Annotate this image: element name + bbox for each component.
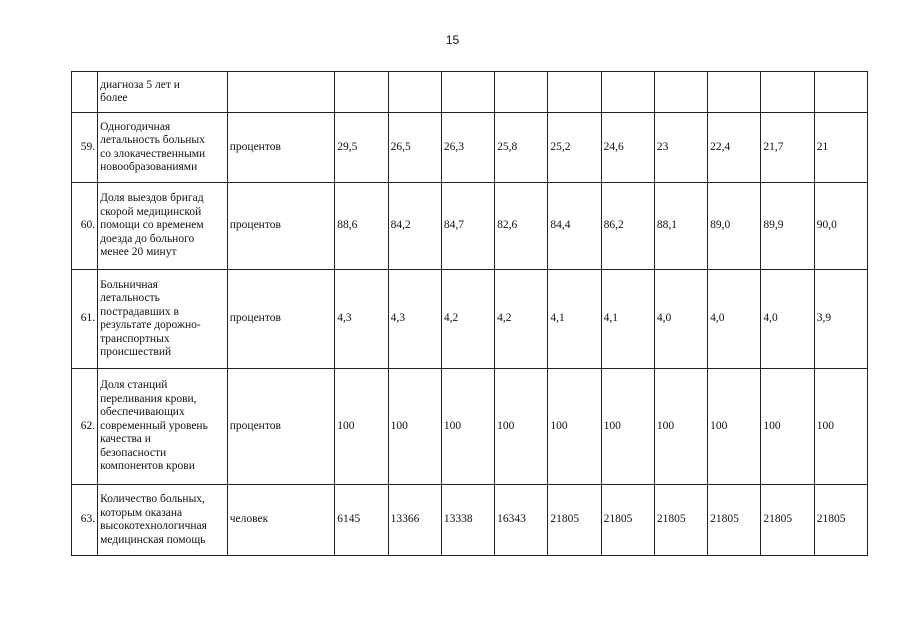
indicator-name-cell: [98, 270, 228, 369]
value-cell: 88,6: [335, 183, 388, 270]
value-cell: 100: [335, 369, 388, 485]
row-number-cell: 60.: [72, 183, 98, 270]
indicator-name-line: летальность: [100, 292, 160, 304]
indicator-name-line: со злокачественными: [100, 147, 206, 160]
value-cell: 26,5: [388, 113, 441, 183]
row-number-cell: [72, 72, 98, 113]
value-cell: 22,4: [708, 113, 761, 183]
value-cell: 4,3: [335, 270, 388, 369]
row-number-cell: 59.: [72, 113, 98, 183]
value-cell: 4,2: [441, 270, 494, 369]
indicator-name-line: современный уровень: [100, 419, 208, 432]
value-cell: 100: [814, 369, 867, 485]
indicator-name-line: диагноза 5 лет и: [100, 78, 180, 91]
indicator-name-line: переливания крови,: [100, 392, 197, 405]
indicator-name-line: обеспечивающих: [100, 406, 185, 419]
value-cell: 89,0: [708, 183, 761, 270]
unit-cell: человек: [227, 485, 335, 556]
value-cell: 4,0: [654, 270, 707, 369]
table-row: [72, 72, 868, 113]
value-cell: [654, 72, 707, 113]
table-row: [72, 183, 868, 270]
indicator-name-line: транспортных: [100, 332, 170, 345]
indicator-name-line: новообразованиями: [100, 161, 198, 173]
value-cell: 6145: [335, 485, 388, 556]
value-cell: 29,5: [335, 113, 388, 183]
page-number: 15: [445, 33, 460, 47]
indicator-name-line: Одногодичная: [100, 120, 171, 133]
value-cell: 4,1: [548, 270, 601, 369]
indicator-name-cell: [98, 369, 228, 485]
value-cell: 100: [388, 369, 441, 485]
value-cell: 4,2: [495, 270, 548, 369]
table-row: [72, 113, 868, 183]
value-cell: [601, 72, 654, 113]
value-cell: [495, 72, 548, 113]
indicator-name-line: доезда до больного: [100, 232, 195, 245]
value-cell: 21805: [654, 485, 707, 556]
value-cell: 16343: [495, 485, 548, 556]
value-cell: [708, 72, 761, 113]
value-cell: 13366: [388, 485, 441, 556]
table-row: [72, 270, 868, 369]
value-cell: 100: [548, 369, 601, 485]
value-cell: 4,0: [708, 270, 761, 369]
indicator-name-line: скорой медицинской: [100, 205, 202, 218]
value-cell: 88,1: [654, 183, 707, 270]
value-cell: 21805: [601, 485, 654, 556]
value-cell: [441, 72, 494, 113]
value-cell: 100: [708, 369, 761, 485]
row-number-cell: 62.: [72, 369, 98, 485]
unit-cell: процентов: [227, 270, 335, 369]
value-cell: 100: [761, 369, 814, 485]
value-cell: 84,2: [388, 183, 441, 270]
indicator-name-line: безопасности: [100, 446, 167, 459]
indicator-name-cell: [98, 72, 228, 113]
indicator-name-cell: [98, 113, 228, 183]
indicator-name-line: Больничная: [100, 278, 158, 291]
value-cell: 4,3: [388, 270, 441, 369]
value-cell: 100: [601, 369, 654, 485]
indicator-name-line: высокотехнологичная: [100, 520, 207, 532]
value-cell: 100: [495, 369, 548, 485]
value-cell: 24,6: [601, 113, 654, 183]
value-cell: 86,2: [601, 183, 654, 270]
unit-cell: процентов: [227, 369, 335, 485]
indicator-name-line: более: [100, 92, 128, 104]
value-cell: 90,0: [814, 183, 867, 270]
table-row: [72, 485, 868, 556]
indicator-name-line: Количество больных,: [100, 493, 205, 505]
unit-cell: процентов: [227, 183, 335, 270]
value-cell: 100: [654, 369, 707, 485]
value-cell: [814, 72, 867, 113]
indicator-name-cell: [98, 183, 228, 270]
indicator-name-line: медицинская помощь: [100, 533, 206, 546]
indicators-table: [71, 71, 868, 556]
indicator-name-line: компонентов крови: [100, 460, 195, 473]
indicator-name-line: менее 20 минут: [100, 246, 177, 259]
indicator-name-line: Доля станций: [100, 379, 168, 392]
indicator-name-line: пострадавших в: [100, 305, 179, 318]
value-cell: 21,7: [761, 113, 814, 183]
value-cell: [335, 72, 388, 113]
row-number-cell: 63.: [72, 485, 98, 556]
value-cell: 21805: [708, 485, 761, 556]
value-cell: [388, 72, 441, 113]
unit-cell: процентов: [227, 113, 335, 183]
value-cell: 25,8: [495, 113, 548, 183]
value-cell: 21805: [761, 485, 814, 556]
value-cell: [548, 72, 601, 113]
value-cell: 4,0: [761, 270, 814, 369]
value-cell: [761, 72, 814, 113]
value-cell: 23: [654, 113, 707, 183]
indicator-name-line: качества и: [100, 433, 151, 446]
value-cell: 84,7: [441, 183, 494, 270]
table-row: [72, 369, 868, 485]
value-cell: 4,1: [601, 270, 654, 369]
indicator-name-line: летальность больных: [100, 134, 205, 146]
indicator-name-line: происшествий: [100, 346, 172, 358]
value-cell: 3,9: [814, 270, 867, 369]
value-cell: 89,9: [761, 183, 814, 270]
indicator-name-line: которым оказана: [100, 506, 183, 519]
indicator-name-line: результате дорожно-: [100, 319, 201, 331]
indicator-name-line: Доля выездов бригад: [100, 192, 204, 205]
unit-cell: [227, 72, 335, 113]
value-cell: 21805: [814, 485, 867, 556]
value-cell: 25,2: [548, 113, 601, 183]
indicator-name-cell: [98, 485, 228, 556]
value-cell: 100: [441, 369, 494, 485]
value-cell: 82,6: [495, 183, 548, 270]
value-cell: 84,4: [548, 183, 601, 270]
indicator-name-line: помощи со временем: [100, 219, 204, 232]
value-cell: 21: [814, 113, 867, 183]
value-cell: 13338: [441, 485, 494, 556]
value-cell: 21805: [548, 485, 601, 556]
row-number-cell: 61.: [72, 270, 98, 369]
value-cell: 26,3: [441, 113, 494, 183]
